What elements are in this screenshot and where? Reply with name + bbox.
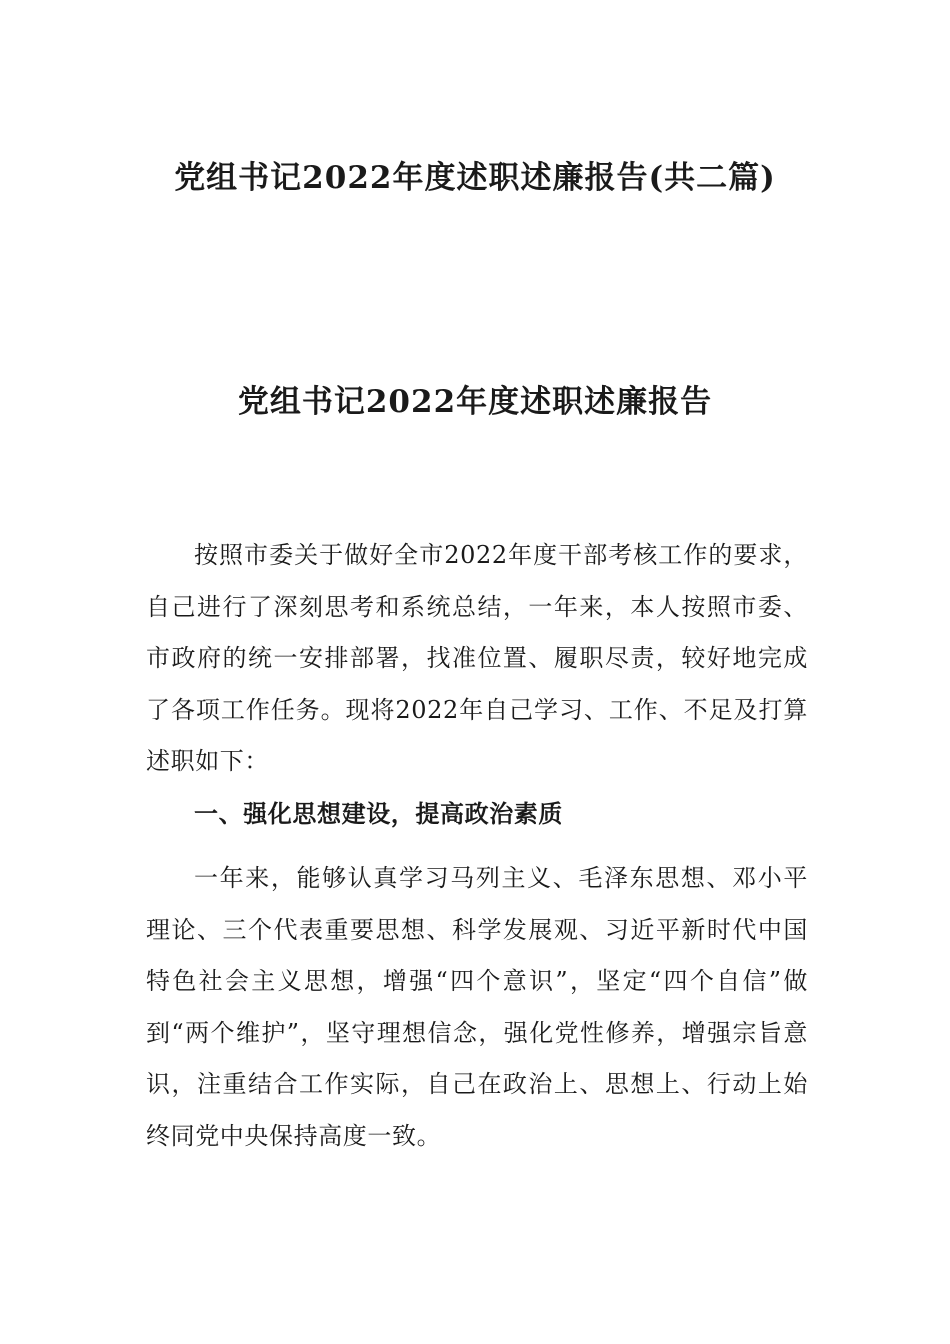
section-heading-1: 一、强化思想建设，提高政治素质 — [194, 800, 563, 828]
section-1-paragraph: 一年来，能够认真学习马列主义、毛泽东思想、邓小平理论、三个代表重要思想、科学发展观、习近平新时代中国特色社会主义思想，增强“四个意识”，坚定“四个自信”做到“两个维护”，坚守理想信念，强化党性修养，增强宗旨意识，注重结合工作实际，自己在政治上、思想上、行动上始终同党中央保持高度一致。 — [146, 864, 808, 1150]
document-main-title: 党组书记2022年度述职述廉报告(共二篇) — [174, 160, 776, 196]
intro-paragraph: 按照市委关于做好全市2022年度干部考核工作的要求，自己进行了深刻思考和系统总结，一年来，本人按照市委、市政府的统一安排部署，找准位置、履职尽责，较好地完成了各项工作任务。现将2022年自己学习、工作、不足及打算述职如下： — [146, 541, 808, 775]
report-title: 党组书记2022年度述职述廉报告 — [237, 384, 713, 420]
